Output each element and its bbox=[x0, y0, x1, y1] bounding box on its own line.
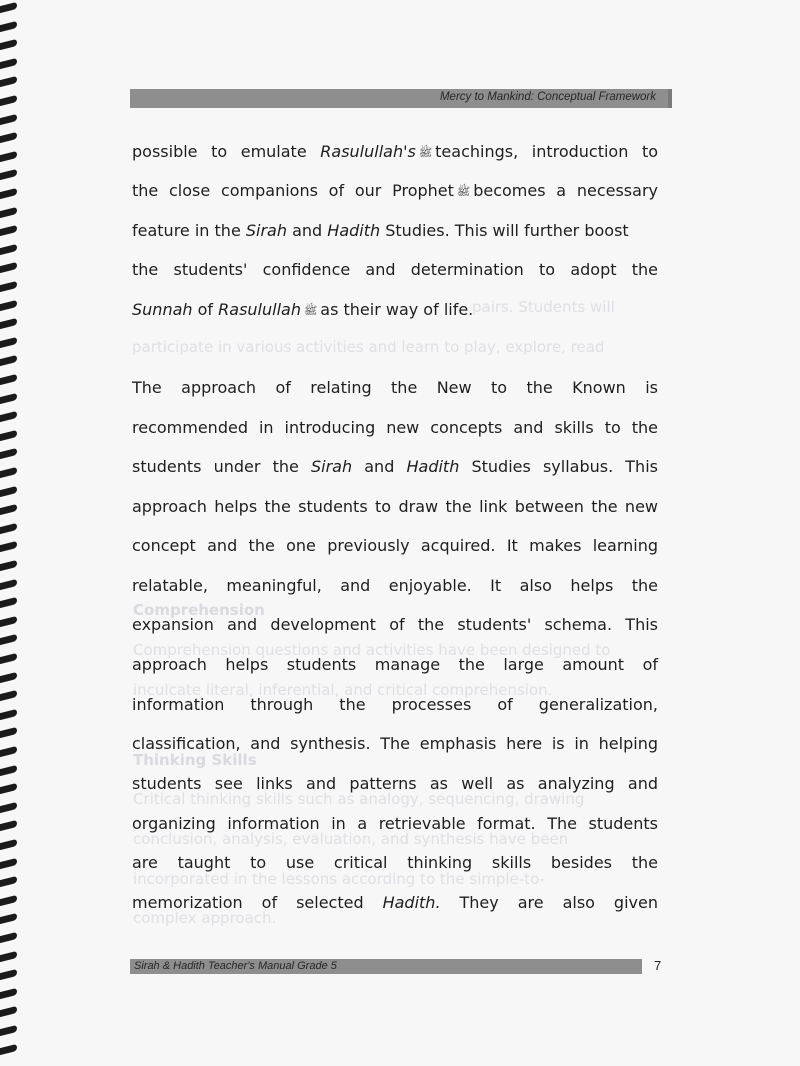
body-line: the close companions of our Prophet ﷺ becomes a necessary bbox=[132, 181, 658, 200]
binding-coil bbox=[0, 504, 17, 515]
binding-coil bbox=[0, 671, 17, 682]
header-title: Mercy to Mankind: Conceptual Framework bbox=[439, 91, 656, 103]
body-line: possible to emulate Rasulullah's ﷺ teachings, introduction to bbox=[132, 142, 659, 161]
binding-coil bbox=[0, 802, 17, 813]
show-through-heading: Thinking Skills bbox=[133, 751, 257, 769]
body-line: expansion and development of the students' schema. This bbox=[132, 615, 658, 634]
header-bar bbox=[130, 89, 672, 108]
binding-coil bbox=[0, 616, 17, 627]
body-line: classification, and synthesis. The emphasis here is in helping bbox=[132, 734, 658, 753]
footer-title: Sirah & Hadith Teacher's Manual Grade 5 bbox=[134, 960, 337, 972]
binding-coil bbox=[0, 1006, 17, 1017]
binding-coil bbox=[0, 988, 17, 999]
binding-coil bbox=[0, 132, 17, 143]
binding-coil bbox=[0, 523, 17, 534]
show-through-text: participate in various activities and learn to play, explore, read bbox=[132, 338, 605, 356]
binding-coil bbox=[0, 467, 17, 478]
show-through-text: pairs. Students will bbox=[472, 298, 615, 316]
binding-coil bbox=[0, 2, 17, 13]
body-line: approach helps the students to draw the link between the new bbox=[132, 497, 658, 516]
binding-coil bbox=[0, 876, 17, 887]
binding-coil bbox=[0, 169, 17, 180]
body-line: students see links and patterns as well as analyzing and bbox=[132, 774, 658, 793]
binding-coil bbox=[0, 727, 17, 738]
binding-coil bbox=[0, 895, 17, 906]
binding-coil bbox=[0, 374, 17, 385]
body-line: recommended in introducing new concepts and skills to the bbox=[132, 418, 658, 437]
pbuh-symbol: ﷺ bbox=[303, 304, 318, 317]
binding-coil bbox=[0, 58, 17, 69]
body-line: information through the processes of generalization, bbox=[132, 695, 658, 714]
binding-coil bbox=[0, 20, 17, 31]
body-line: relatable, meaningful, and enjoyable. It also helps the bbox=[132, 576, 658, 595]
pbuh-symbol: ﷺ bbox=[456, 185, 471, 198]
binding-coil bbox=[0, 151, 17, 162]
binding-coil bbox=[0, 597, 17, 608]
binding-coil bbox=[0, 950, 17, 961]
binding-coil bbox=[0, 653, 17, 664]
binding-coil bbox=[0, 578, 17, 589]
show-through-text: complex approach. bbox=[133, 909, 277, 927]
binding-coil bbox=[0, 634, 17, 645]
binding-coil bbox=[0, 281, 17, 292]
binding-coil bbox=[0, 206, 17, 217]
binding-coil bbox=[0, 411, 17, 422]
body-line: are taught to use critical thinking skills besides the bbox=[132, 853, 658, 872]
binding-coil bbox=[0, 485, 17, 496]
binding-coil bbox=[0, 857, 17, 868]
binding-coil bbox=[0, 448, 17, 459]
binding-coil bbox=[0, 764, 17, 775]
show-through-heading: Comprehension bbox=[133, 601, 265, 619]
binding-coil bbox=[0, 299, 17, 310]
pbuh-symbol: ﷺ bbox=[418, 146, 433, 159]
binding-coil bbox=[0, 839, 17, 850]
body-line: students under the Sirah and Hadith Studies syllabus. This bbox=[132, 457, 658, 476]
spiral-binding bbox=[0, 0, 22, 1066]
page-number: 7 bbox=[654, 958, 662, 973]
show-through-text: Comprehension questions and activities have been designed to bbox=[133, 641, 611, 659]
binding-coil bbox=[0, 783, 17, 794]
body-line: approach helps students manage the large amount of bbox=[132, 655, 658, 674]
show-through-text: Critical thinking skills such as analogy, sequencing, drawing bbox=[133, 790, 585, 808]
binding-coil bbox=[0, 690, 17, 701]
binding-coil bbox=[0, 355, 17, 366]
binding-coil bbox=[0, 560, 17, 571]
body-line: the students' confidence and determination to adopt the bbox=[132, 260, 658, 279]
binding-coil bbox=[0, 820, 17, 831]
binding-coil bbox=[0, 969, 17, 980]
binding-coil bbox=[0, 262, 17, 273]
show-through-text: inculcate literal, inferential, and critical comprehension. bbox=[133, 681, 553, 699]
binding-coil bbox=[0, 244, 17, 255]
body-line: organizing information in a retrievable format. The students bbox=[132, 814, 658, 833]
binding-coil bbox=[0, 913, 17, 924]
binding-coil bbox=[0, 76, 17, 87]
footer-bar bbox=[130, 959, 642, 974]
binding-coil bbox=[0, 932, 17, 943]
binding-coil bbox=[0, 392, 17, 403]
binding-coil bbox=[0, 113, 17, 124]
binding-coil bbox=[0, 225, 17, 236]
binding-coil bbox=[0, 318, 17, 329]
binding-coil bbox=[0, 39, 17, 50]
body-line: The approach of relating the New to the Known is bbox=[132, 378, 658, 397]
show-through-text: conclusion, analysis, evaluation, and synthesis have been bbox=[133, 830, 569, 848]
binding-coil bbox=[0, 95, 17, 106]
body-line: concept and the one previously acquired. It makes learning bbox=[132, 536, 658, 555]
show-through-text: incorporated in the lessons according to the simple-to- bbox=[133, 870, 545, 888]
binding-coil bbox=[0, 430, 17, 441]
body-line: feature in the Sirah and Hadith Studies. This will further boost bbox=[132, 221, 629, 240]
body-line: Sunnah of Rasulullah ﷺ as their way of life. bbox=[132, 300, 474, 319]
binding-coil bbox=[0, 709, 17, 720]
binding-coil bbox=[0, 188, 17, 199]
binding-coil bbox=[0, 746, 17, 757]
binding-coil bbox=[0, 1043, 17, 1054]
binding-coil bbox=[0, 541, 17, 552]
binding-coil bbox=[0, 1025, 17, 1036]
binding-coil bbox=[0, 337, 17, 348]
body-line: memorization of selected Hadith. They are also given bbox=[132, 893, 658, 912]
